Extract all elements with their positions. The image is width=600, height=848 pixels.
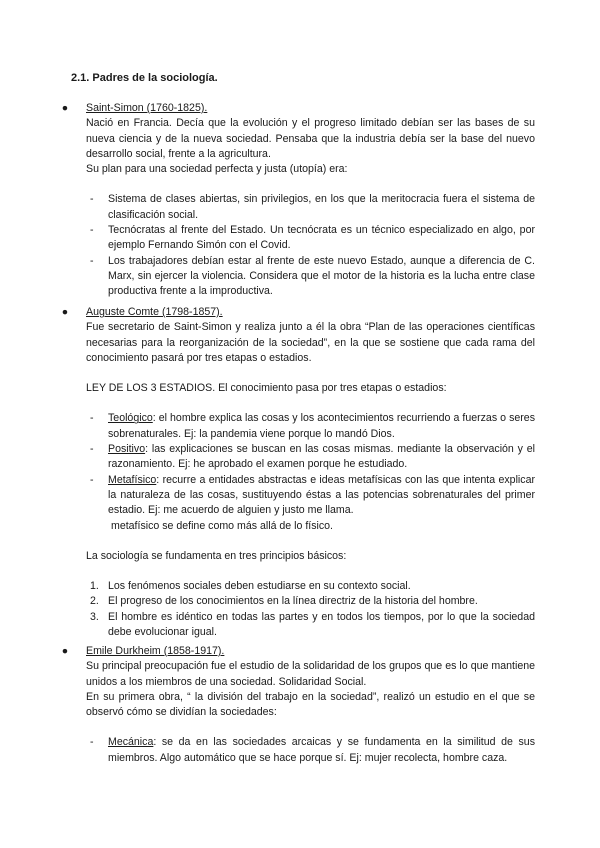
list-item: - Teológico: el hombre explica las cosas y los acontecimientos recurriendo a fuerzas o seres sobrenaturales. Ej: la pandemia viene porque lo mandó Dios. (90, 412, 535, 440)
stage-name: Metafísico (108, 473, 157, 486)
list-item: - Los trabajadores debían estar al frente de este nuevo Estado, aunque a diferencia de C. Marx, sin ejercer la violencia. Considera que el motor de la historia es la lucha entre clase productiva frente a la improductiva. (90, 254, 535, 298)
section-comte (59, 305, 535, 640)
list-item: - Mecánica: se da en las sociedades arcaicas y se fundamenta en la similitud de sus miembros. Algo automático que se hace porque sí. Ej: mujer recolecta, hombre caza. (90, 736, 535, 764)
list-item: 1. Los fenómenos sociales deben estudiarse en su contexto social. (90, 580, 411, 593)
section-title (59, 644, 535, 659)
paragraph: Su plan para una sociedad perfecta y justa (utopía) era: (86, 163, 348, 176)
paragraph: Fue secretario de Saint-Simon y realiza junto a él la obra “Plan de las operaciones científicas necesarias para la reorganización de la sociedad”, en la que se sostiene que cada rama del conocimiento pasará por tres etapas o estadios. (86, 321, 535, 364)
bullet-icon: ● (61, 306, 69, 318)
list-item: - Sistema de clases abiertas, sin privilegios, en los que la meritocracia fuera el sistema de clasificación social. (90, 193, 535, 221)
section-title (59, 101, 535, 116)
bullet-icon: ● (61, 645, 69, 657)
bullet-icon: ● (61, 102, 69, 114)
list-item: - Positivo: las explicaciones se buscan en las cosas mismas. mediante la observación y el razonamiento. Ej: he aprobado el examen porque he estudiado. (90, 443, 535, 471)
section-durkheim (59, 644, 535, 766)
stage-name: Positivo (108, 443, 146, 456)
paragraph: Nació en Francia. Decía que la evolución y el progreso limitado debían ser las bases de su nueva ciencia y de la nueva sociedad. Pensaba que la industria debía ser la base del nuevo desarrollo social, frente a la agricultura. (86, 117, 535, 160)
solidarity-type: Mecánica (108, 736, 154, 749)
utopia-list (59, 192, 535, 299)
paragraph: En su primera obra, “ la división del trabajo en la sociedad”, realizó un estudio en el que se observó cómo se dividían la sociedades: (86, 690, 535, 719)
title-saint-simon: Saint-Simon (1760-1825). (86, 102, 208, 114)
paragraph: Su principal preocupación fue el estudio de la solidaridad de los grupos que es lo que mantiene unidos a los miembros de una sociedad. Solidaridad Social. (86, 660, 535, 688)
title-durkheim: Emile Durkheim (1858-1917). (86, 645, 225, 657)
section-title (59, 305, 535, 320)
paragraph: La sociología se fundamenta en tres principios básicos: (86, 549, 347, 562)
list-item: - Metafísico: recurre a entidades abstractas e ideas metafísicas con las que intenta explicar la naturaleza de las cosas, sustituyendo éstas a las potencias sobrenaturales del primer estadio. Ej: me acuerdo de alguien y justo me llama. (90, 473, 535, 517)
list-item: 2. El progreso de los conocimientos en la línea directriz de la historia del hombre. (90, 595, 478, 608)
section-saint-simon (59, 101, 535, 300)
list-item: - Tecnócratas al frente del Estado. Un tecnócrata es un técnico especializado en algo, por ejemplo Fernando Simón con el Covid. (90, 224, 535, 252)
principles-list (59, 579, 535, 640)
section-heading: 2.1. Padres de la sociología. (71, 72, 218, 84)
stages-list (59, 411, 535, 518)
solidarity-list (59, 735, 535, 766)
list-item: 3. El hombre es idéntico en todas las partes y en todos los tiempos, por lo que la sociedad debe evolucionar igual. (90, 610, 535, 639)
stage-name: Teológico (108, 412, 153, 425)
paragraph: LEY DE LOS 3 ESTADIOS. El conocimiento pasa por tres etapas o estadios: (86, 382, 447, 395)
note-line: metafísico se define como más allá de lo físico. (111, 519, 333, 532)
title-comte: Auguste Comte (1798-1857). (86, 306, 223, 318)
